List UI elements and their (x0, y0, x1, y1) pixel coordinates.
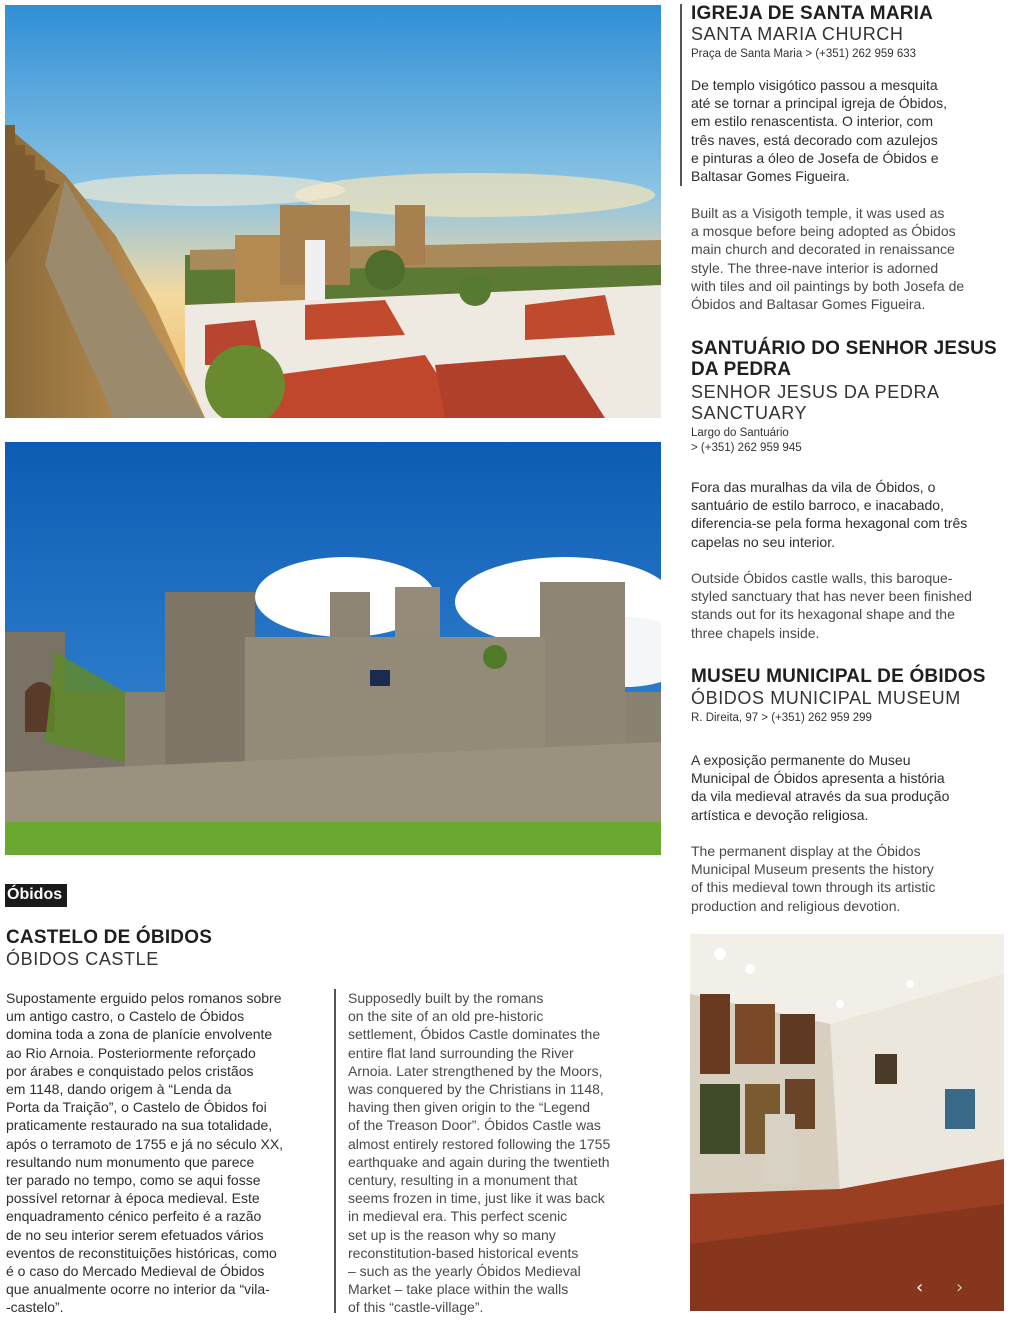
castle-text-pt: Supostamente erguido pelos romanos sobre um antigo castro, o Castelo de Óbidos domina toda a zona de planície envolvente ao Rio Arnoia. Posteriormente reforçado por árabes e conquistado pelos cristãos em 1148, dando origem à “Lenda da Porta da Traição”, o Castelo de Óbidos foi praticamente restaurado na sua totalidade, após o terramoto de 1755 e já no século XX, resultando num monumento que parece ter parado no tempo, como se aqui fosse possível retornar à época medieval. Este enquadramento cénico perfeito é a razão de no seu interior serem efetuados vários eventos de reconstituições históricas, como é o caso do Mercado Medieval de Óbidos que anualmente ocorre no interior da “vila- -castelo”. (6, 990, 284, 1316)
section-tag: Óbidos (5, 884, 67, 907)
church-title: IGREJA DE SANTA MARIA (691, 3, 934, 24)
church-subtitle: SANTA MARIA CHURCH (691, 24, 904, 44)
sanctuary-subtitle: SENHOR JESUS DA PEDRA SANCTUARY (691, 382, 940, 423)
column-divider (334, 989, 336, 1313)
right-column-bar (680, 4, 682, 186)
sanctuary-address: Largo do Santuário > (+351) 262 959 945 (691, 427, 802, 454)
museum-title: MUSEU MUNICIPAL DE ÓBIDOS (691, 666, 986, 687)
museum-text-pt: A exposição permanente do Museu Municipal de Óbidos apresenta a história da vila medieval através da sua produção artística e devoção religiosa. (691, 752, 950, 823)
sanctuary-text-pt: Fora das muralhas da vila de Óbidos, o santuário de estilo barroco, e inacabado, diferencia-se pela forma hexagonal com três capelas no seu interior. (691, 479, 968, 550)
village-photo (5, 5, 661, 418)
museum-text-en: The permanent display at the Óbidos Municipal Museum presents the history of this medieval town through its artistic production and religious devotion. (691, 843, 936, 914)
sanctuary-text-en: Outside Óbidos castle walls, this baroque- styled sanctuary that has never been finished stands out for its hexagonal shape and the three chapels inside. (691, 570, 972, 641)
castle-text-en: Supposedly built by the romans on the site of an old pre-historic settlement, Óbidos Castle dominates the entire flat land surrounding the River Arnoia. Later strengthened by the Moors, was conquered by the Christians in 1148, having then given origin to the “Legend of the Treason Door”. Óbidos Castle was almost entirely restored following the 1755 earthquake and again during the twentieth century, resulting in a monument that seems frozen in time, just like it was back in medieval era. This perfect scenic set up is the reason why so many reconstitution-based historical events – such as the yearly Óbidos Medieval Market – take place within the walls of this “castle-village”. (348, 990, 611, 1316)
church-text-pt: De templo visigótico passou a mesquita até se tornar a principal igreja de Óbidos, em estilo renascentista. O interior, com três naves, está decorado com azulejos e pinturas a óleo de Josefa de Óbidos e Baltasar Gomes Figueira. (691, 77, 948, 185)
church-text-en: Built as a Visigoth temple, it was used as a mosque before being adopted as Óbidos main church and decorated in renaissance style. The three-nave interior is adorned with tiles and oil paintings by both Josefa de Óbidos and Baltasar Gomes Figueira. (691, 205, 965, 313)
castle-title: CASTELO DE ÓBIDOS (6, 927, 213, 948)
museum-subtitle: ÓBIDOS MUNICIPAL MUSEUM (691, 688, 961, 708)
sanctuary-title: SANTUÁRIO DO SENHOR JESUS DA PEDRA (691, 338, 997, 380)
church-address: Praça de Santa Maria > (+351) 262 959 633 (691, 48, 917, 60)
chevron-left-icon[interactable]: ‹ (916, 1277, 924, 1298)
museum-photo (690, 934, 1004, 1311)
museum-address: R. Direita, 97 > (+351) 262 959 299 (691, 712, 872, 724)
chevron-right-icon[interactable]: › (956, 1277, 964, 1298)
castle-subtitle: ÓBIDOS CASTLE (6, 949, 159, 969)
castle-photo (5, 442, 661, 855)
